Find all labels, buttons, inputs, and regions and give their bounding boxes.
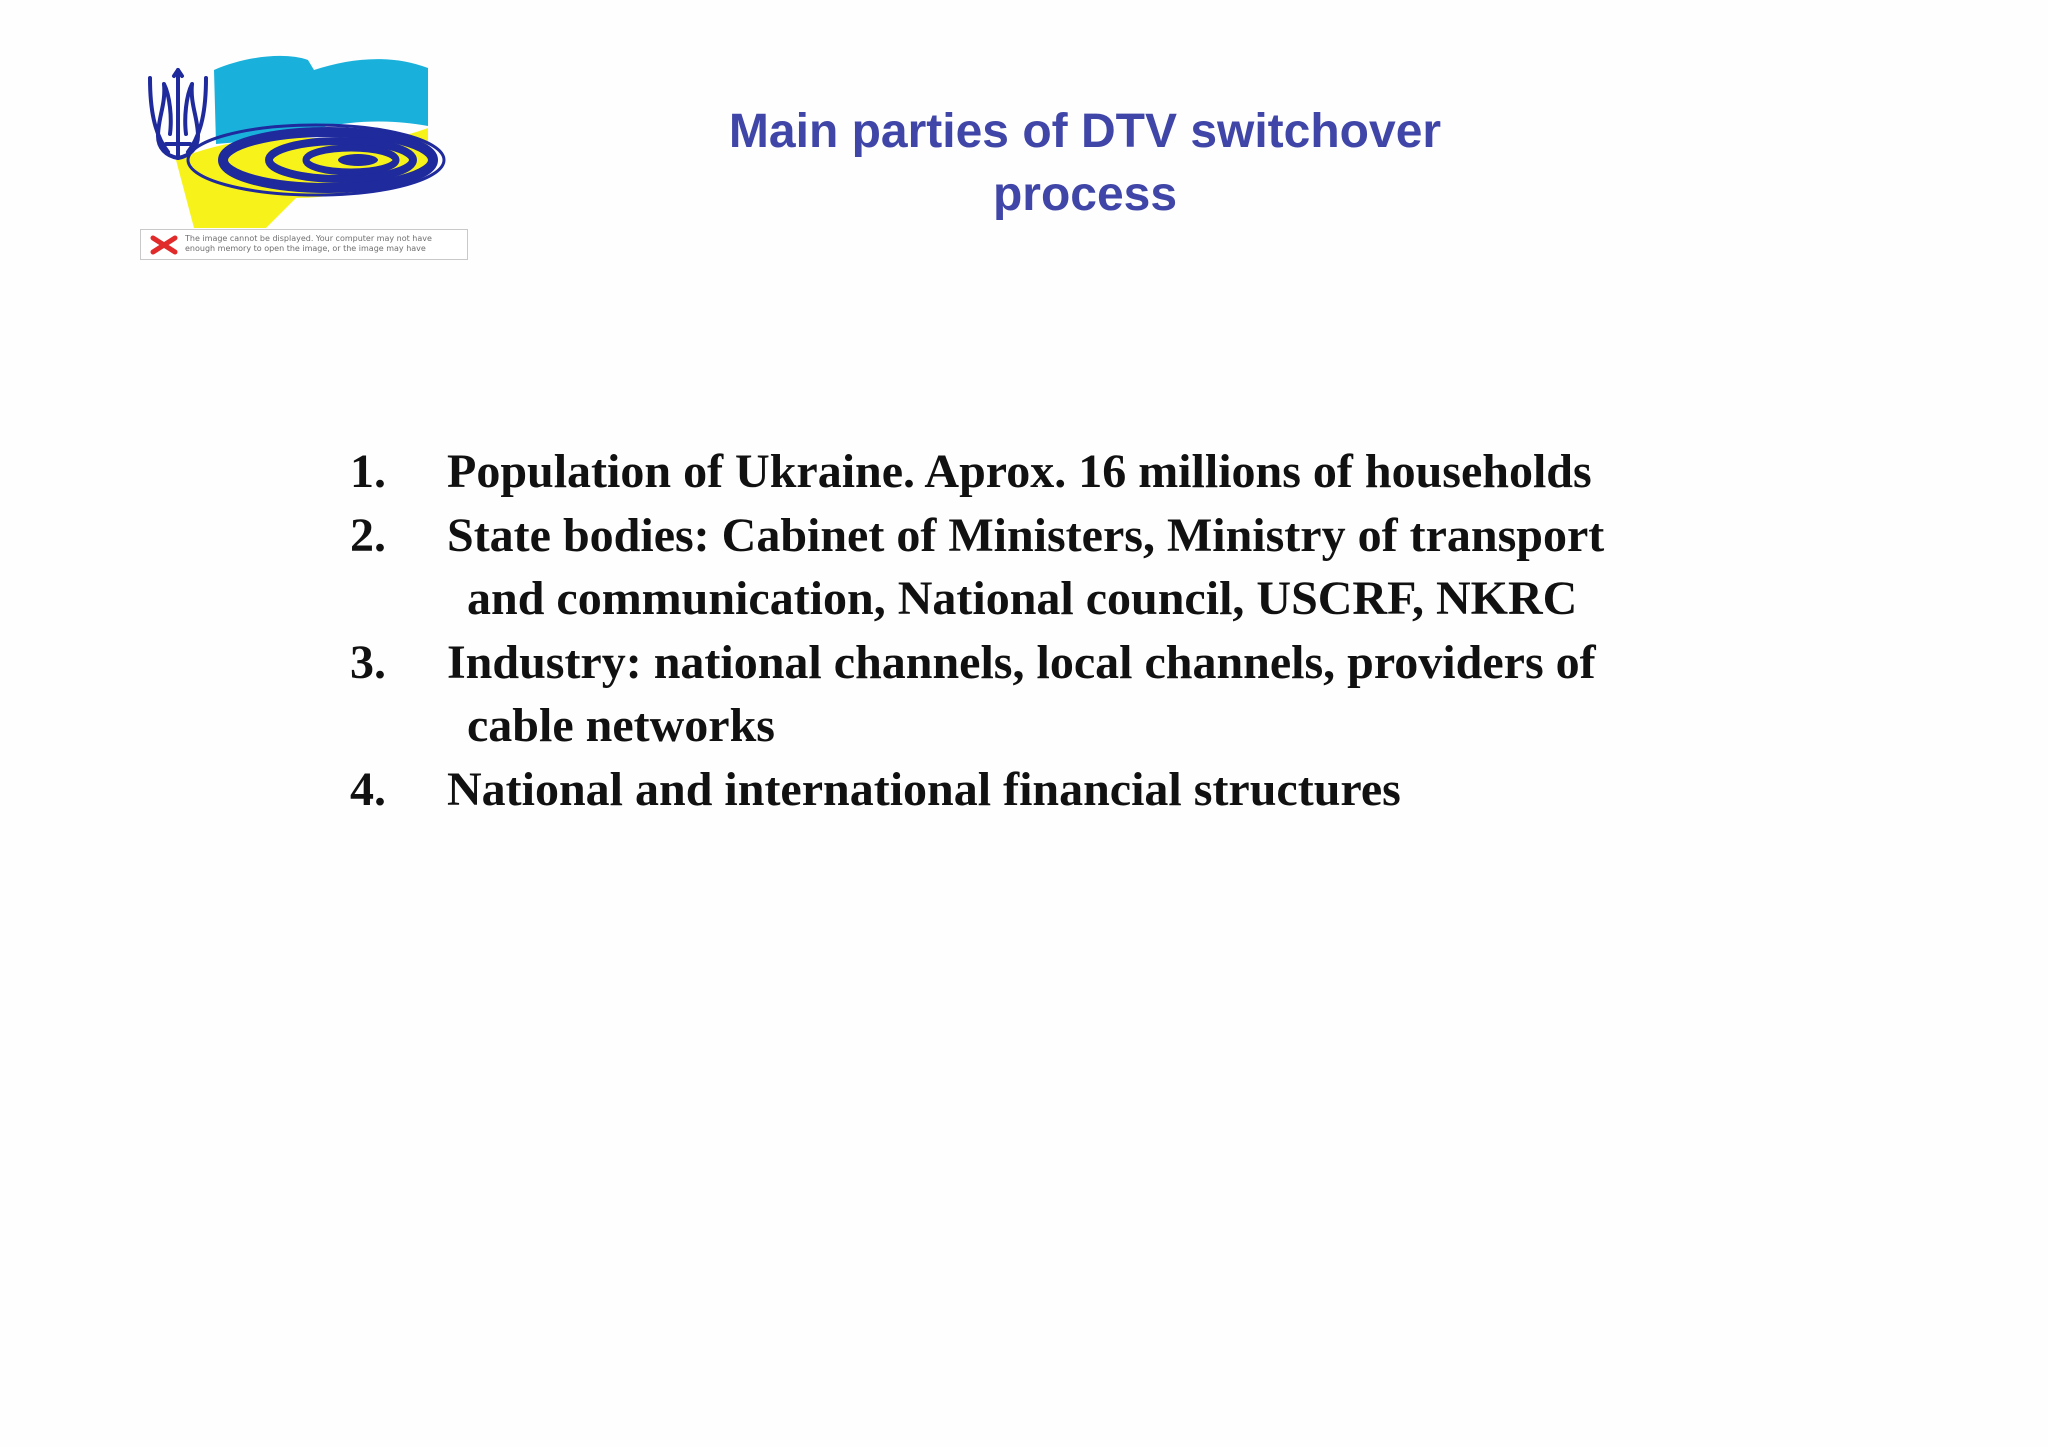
red-x-icon	[147, 234, 181, 256]
list-item-text: National and international financial structures	[447, 762, 1401, 816]
list-item-number: 3.	[350, 635, 386, 689]
list-item-number: 2.	[350, 508, 386, 562]
list-item	[350, 758, 1770, 822]
broken-image-message-line1: The image cannot be displayed. Your computer may not have	[185, 233, 432, 243]
broken-image-placeholder	[140, 229, 468, 260]
list-item	[350, 504, 1770, 631]
list-item	[350, 440, 1770, 504]
parties-list	[350, 440, 1770, 821]
ukraine-trident-flag-logo	[136, 48, 466, 228]
list-item-text: State bodies: Cabinet of Ministers, Ministry of transport	[447, 508, 1605, 562]
list-item-text: Population of Ukraine. Aprox. 16 millions of households	[447, 445, 1592, 498]
list-item-continuation: and communication, National council, USCRF, NKRC	[467, 572, 1578, 625]
slide-title	[560, 100, 1610, 226]
list-item-continuation: cable networks	[467, 699, 775, 752]
slide-title-line1: Main parties of DTV switchover	[728, 105, 1442, 158]
broken-image-message	[185, 234, 455, 256]
list-item-text: Industry: national channels, local channels, providers of	[447, 635, 1596, 689]
list-item	[350, 631, 1770, 758]
slide-title-line2: process	[992, 168, 1178, 221]
list-item-number: 4.	[350, 762, 386, 816]
broken-image-message-line2: enough memory to open the image, or the image may have	[185, 243, 426, 253]
list-item-number: 1.	[350, 445, 386, 498]
